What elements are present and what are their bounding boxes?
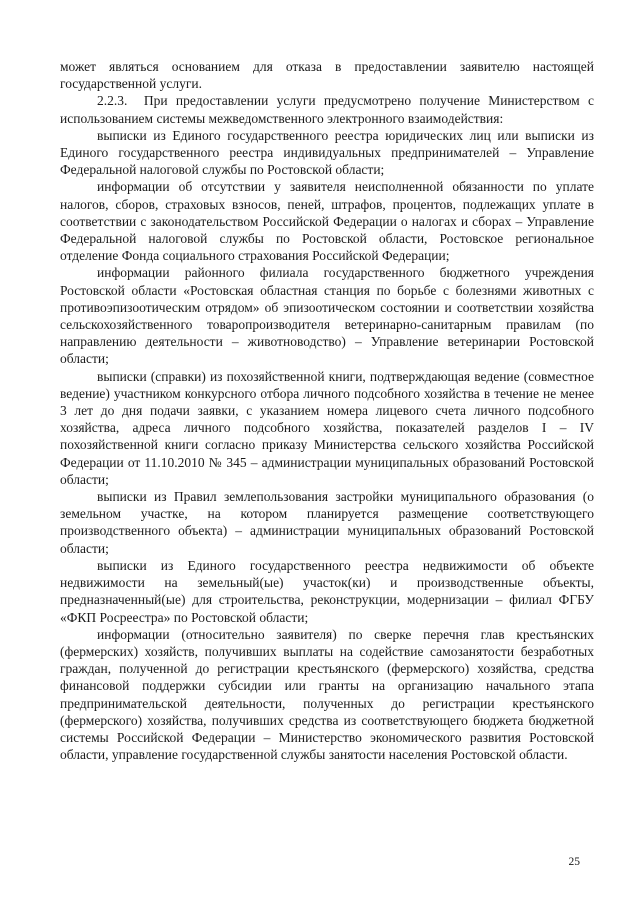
document-body (60, 58, 594, 763)
paragraph-veterinary: информации районного филиала государственного бюджетного учреждения Ростовской области «Ростовская областная станция по борьбе с болезнями животных с противоэпизоотическим отрядом» об эпизоотическом состоянии и соответствии хозяйства сельскохозяйственного товаропроизводителя ветеринарно-санитарным правилам (по направлению деятельности – животноводство) – Управление ветеринарии Ростовской области; (60, 265, 594, 367)
paragraph-land-use-rules: выписки из Правил землепользования застройки муниципального образования (о земельном участке, на котором планируется размещение соответствующего производственного объекта) – администрации муниципальных образований Ростовской области; (60, 489, 594, 556)
page-number: 25 (568, 856, 580, 868)
paragraph-egrul-egrip: выписки из Единого государственного реестра юридических лиц или выписки из Единого государственного реестра индивидуальных предпринимателей – Управление Федеральной налоговой службы по Ростовской области; (60, 127, 594, 178)
paragraph-2-2-3: 2.2.3. При предоставлении услуги предусмотрено получение Министерством с использованием системы межведомственного электронного взаимодействия: (60, 93, 594, 126)
paragraph-egrn: выписки из Единого государственного реестра недвижимости об объекте недвижимости на земельный(ые) участок(ки) и производственные объекты, предназначенный(ые) для строительства, реконструкции, модернизации – филиал ФГБУ «ФКП Росреестра» по Ростовской области; (60, 557, 594, 625)
paragraph-farm-reconciliation: информации (относительно заявителя) по сверке перечня глав крестьянских (фермерских) хозяйств, получивших выплаты на содействие самозанятости безработных граждан, полученной до регистрации крестьянского (фермерского) хозяйства, средства финансовой поддержки субсидии или гранты на организацию начального этапа предпринимательской деятельности, полученных до регистрации крестьянского (фермерского) хозяйства, получивших средства из соответствующего бюджета бюджетной системы Российской Федерации – Министерство экономического развития Ростовской области, управление государственной службы занятости населения Ростовской области. (60, 626, 594, 763)
paragraph-continuation: может являться основанием для отказа в предоставлении заявителю настоящей государственной услуги. (60, 59, 594, 92)
paragraph-household-book: выписки (справки) из похозяйственной книги, подтверждающая ведение (совместное ведение) участником конкурсного отбора личного подсобного хозяйства в течение не менее 3 лет до дня подачи заявки, с указанием номера лицевого счета личного подсобного хозяйства, адреса личного подсобного хозяйства, показателей разделов I – IV похозяйственной книги согласно приказу Министерства сельского хозяйства Российской Федерации от 11.10.2010 № 345 – администрации муниципальных образований Ростовской области; (60, 368, 594, 487)
paragraph-tax-debt: информации об отсутствии у заявителя неисполненной обязанности по уплате налогов, сборов, страховых взносов, пеней, штрафов, процентов, подлежащих уплате в соответствии с законодательством Российской Федерации о налогах и сборах – Управление Федеральной налоговой службы по Ростовской области, Ростовское региональное отделение Фонда социального страхования Российской Федерации; (60, 179, 594, 264)
